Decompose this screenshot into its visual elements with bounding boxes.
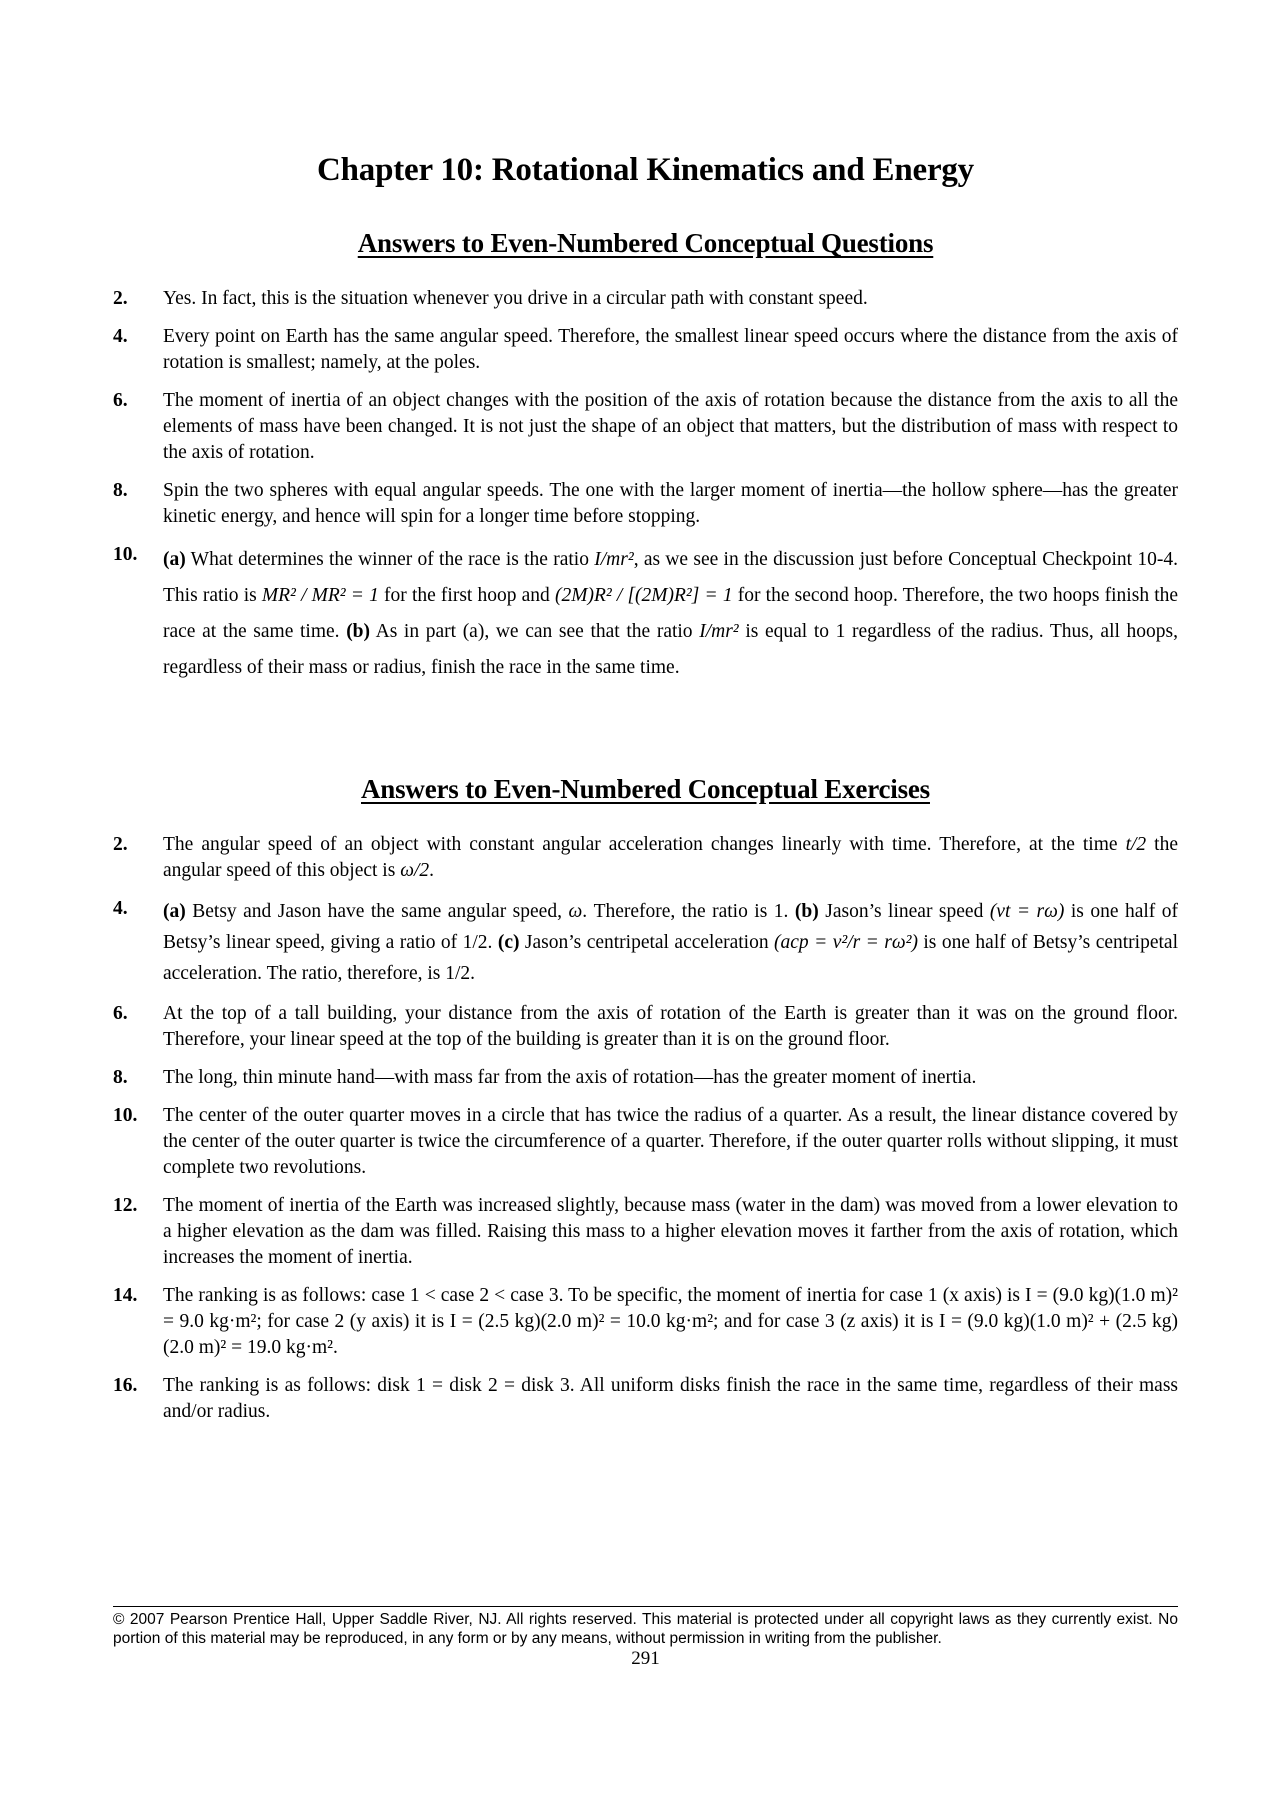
part-label: (c) bbox=[497, 932, 520, 953]
equation: (vt = rω) bbox=[989, 901, 1065, 922]
list-item bbox=[113, 286, 1178, 312]
item-number: 10. bbox=[113, 1105, 138, 1126]
item-number: 6. bbox=[113, 1003, 128, 1024]
text-run: Jason’s linear speed bbox=[825, 901, 984, 922]
list-item bbox=[113, 896, 1178, 989]
chapter-title: Chapter 10: Rotational Kinematics and Energy bbox=[316, 152, 974, 188]
text-run: the angular speed of this object is bbox=[163, 834, 1178, 881]
exercises-heading: Answers to Even-Numbered Conceptual Exercises bbox=[361, 774, 930, 804]
item-text: At the top of a tall building, your distance from the axis of rotation of the Earth is greater than it was on the ground floor. Therefore, your linear speed at the top of the building is greater than it is on the ground floor. bbox=[163, 1003, 1178, 1050]
text-run: , as we see in the discussion just before Conceptual Checkpoint 10-4. This ratio is bbox=[163, 549, 1178, 606]
item-text: The moment of inertia of the Earth was increased slightly, because mass (water in the dam) was moved from a lower elevation to a higher elevation as the dam was filled. Raising this mass to a higher elevation moves it farther from the axis of rotation, which increases the moment of inertia. bbox=[163, 1195, 1178, 1268]
equation: ω/2 bbox=[400, 860, 430, 881]
part-label: (a) bbox=[163, 901, 186, 922]
item-number: 16. bbox=[113, 1375, 138, 1396]
text-run: is one half of Betsy’s linear speed, giving a ratio of 1/2. bbox=[163, 901, 1179, 953]
equation: t/2 bbox=[1125, 834, 1147, 855]
text-run: for the first hoop and bbox=[384, 585, 550, 606]
text-run: Betsy and Jason have the same angular speed, bbox=[192, 901, 562, 922]
item-text: Every point on Earth has the same angular speed. Therefore, the smallest linear speed occurs where the distance from the axis of rotation is smallest; namely, at the poles. bbox=[163, 326, 1178, 373]
text-run: . Therefore, the ratio is 1. bbox=[582, 901, 789, 922]
item-number: 6. bbox=[113, 390, 128, 411]
list-item bbox=[113, 1065, 1178, 1091]
item-number: 14. bbox=[113, 1285, 138, 1306]
text-run: What determines the winner of the race is the ratio bbox=[190, 549, 589, 570]
text-run: The angular speed of an object with constant angular acceleration changes linearly with time. Therefore, at the time bbox=[163, 834, 1118, 855]
item-number: 8. bbox=[113, 1067, 128, 1088]
page-number: 291 bbox=[631, 1648, 660, 1669]
item-text: The moment of inertia of an object changes with the position of the axis of rotation because the distance from the axis to all the elements of mass have been changed. It is not just the shape of an object that matters, but the distribution of mass with respect to the axis of rotation. bbox=[163, 390, 1178, 463]
item-number: 4. bbox=[113, 898, 128, 919]
list-item bbox=[113, 542, 1178, 686]
item-number: 2. bbox=[113, 834, 128, 855]
text-run: is equal to 1 regardless of the radius. Thus, all hoops, regardless of their mass or radius, finish the race in the same time. bbox=[163, 621, 1179, 678]
list-item bbox=[113, 1283, 1178, 1361]
item-text: The center of the outer quarter moves in a circle that has twice the radius of a quarter. As a result, the linear distance covered by the center of the outer quarter is twice the circumference of a quarter. Therefore, if the outer quarter rolls without slipping, it must complete two revolutions. bbox=[163, 1105, 1178, 1178]
equation: I/mr² bbox=[594, 549, 634, 570]
equation: I/mr² bbox=[699, 621, 739, 642]
item-text: The ranking is as follows: disk 1 = disk 2 = disk 3. All uniform disks finish the race in the same time, regardless of their mass and/or radius. bbox=[163, 1375, 1178, 1422]
item-number: 4. bbox=[113, 326, 128, 347]
list-item bbox=[113, 388, 1178, 466]
item-text: The ranking is as follows: case 1 < case 2 < case 3. To be specific, the moment of inertia for case 1 (x axis) is I = (9.0 kg)(1.0 m)² = 9.0 kg·m²; for case 2 (y axis) it is I = (2.5 kg)(2.0 m)² = 10.0 kg·m²; and for case 3 (z axis) it is I = (9.0 kg)(1.0 m)² + (2.5 kg)(2.0 m)² = 19.0 kg·m². bbox=[163, 1285, 1178, 1358]
equation: (2M)R² / [(2M)R²] = 1 bbox=[554, 585, 733, 606]
text-run: for the second hoop. Therefore, the two hoops finish the race at the same time. bbox=[163, 585, 1179, 642]
item-number: 8. bbox=[113, 480, 128, 501]
footer-divider bbox=[113, 1606, 1178, 1607]
part-label: (b) bbox=[794, 901, 819, 922]
equation: ω bbox=[568, 901, 583, 922]
questions-list bbox=[113, 286, 1178, 686]
item-text: Yes. In fact, this is the situation whenever you drive in a circular path with constant speed. bbox=[163, 288, 868, 309]
list-item bbox=[113, 832, 1178, 884]
item-text bbox=[163, 832, 1178, 884]
list-item bbox=[113, 478, 1178, 530]
item-number: 2. bbox=[113, 288, 128, 309]
part-label: (a) bbox=[163, 549, 186, 570]
list-item bbox=[113, 1193, 1178, 1271]
item-number: 12. bbox=[113, 1195, 138, 1216]
text-run: As in part (a), we can see that the ratio bbox=[375, 621, 693, 642]
questions-heading: Answers to Even-Numbered Conceptual Questions bbox=[357, 228, 934, 258]
part-label: (b) bbox=[346, 621, 371, 642]
item-number: 10. bbox=[113, 544, 138, 565]
text-run: . bbox=[429, 860, 435, 881]
item-text: The long, thin minute hand—with mass far from the axis of rotation—has the greater moment of inertia. bbox=[163, 1067, 977, 1088]
equation: (acp = v²/r = rω²) bbox=[774, 932, 918, 953]
list-item bbox=[113, 324, 1178, 376]
item-text: Spin the two spheres with equal angular speeds. The one with the larger moment of inertia—the hollow sphere—has the greater kinetic energy, and hence will spin for a longer time before stopping. bbox=[163, 480, 1178, 527]
text-run: is one half of Betsy’s centripetal acceleration. The ratio, therefore, is 1/2. bbox=[163, 932, 1178, 984]
equation: MR² / MR² = 1 bbox=[261, 585, 379, 606]
item-text bbox=[163, 896, 1178, 989]
list-item bbox=[113, 1373, 1178, 1425]
text-run: Jason’s centripetal acceleration bbox=[524, 932, 769, 953]
list-item bbox=[113, 1103, 1178, 1181]
exercises-list bbox=[113, 832, 1178, 1425]
item-text bbox=[163, 542, 1178, 686]
list-item bbox=[113, 1001, 1178, 1053]
copyright-notice: © 2007 Pearson Prentice Hall, Upper Saddle River, NJ. All rights reserved. This material is protected under all copyright laws as they currently exist. No portion of this material may be reproduced, in any form or by any means, without permission in writing from the publisher. bbox=[113, 1611, 1178, 1647]
